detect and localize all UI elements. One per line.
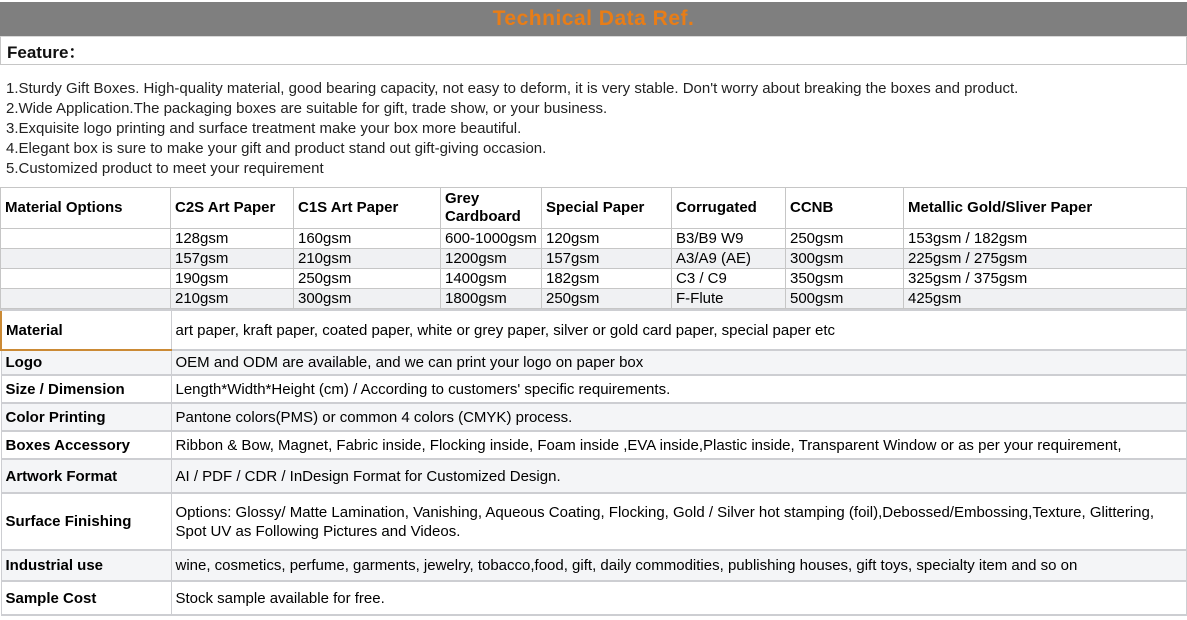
feature-item: 5.Customized product to meet your requirement (6, 160, 324, 177)
col-header: C1S Art Paper (294, 188, 441, 229)
cell: 128gsm (171, 229, 294, 249)
cell (1, 249, 171, 269)
table-row (1, 249, 1187, 269)
cell: 1200gsm (441, 249, 542, 269)
table-row (1, 229, 1187, 249)
title-bar (0, 2, 1187, 36)
feature-item: 3.Exquisite logo printing and surface treatment make your box more beautiful. (6, 120, 522, 137)
col-header: Material Options (1, 188, 171, 229)
col-header: CCNB (786, 188, 904, 229)
cell: 1800gsm (441, 289, 542, 309)
row-value: art paper, kraft paper, coated paper, white or grey paper, silver or gold card paper, special paper etc (171, 310, 1187, 350)
table-row (1, 431, 1187, 459)
cell: 157gsm (171, 249, 294, 269)
cell: 157gsm (542, 249, 672, 269)
cell: 350gsm (786, 269, 904, 289)
cell: 300gsm (786, 249, 904, 269)
row-value: wine, cosmetics, perfume, garments, jewelry, tobacco,food, gift, daily commodities, publishing houses, gift toys, specialty item and so on (171, 550, 1187, 581)
row-value: Pantone colors(PMS) or common 4 colors (CMYK) process. (171, 403, 1187, 431)
row-label: Artwork Format (1, 459, 171, 493)
material-options-table (0, 187, 1187, 309)
table-row (1, 550, 1187, 581)
row-label: Logo (1, 350, 171, 375)
cell: 300gsm (294, 289, 441, 309)
cell: 182gsm (542, 269, 672, 289)
feature-item: 4.Elegant box is sure to make your gift and product stand out gift-giving occasion. (6, 140, 547, 157)
cell: 250gsm (542, 289, 672, 309)
feature-item: 2.Wide Application.The packaging boxes are suitable for gift, trade show, or your business. (6, 100, 608, 117)
table-row (1, 269, 1187, 289)
row-value: Stock sample available for free. (171, 581, 1187, 615)
cell (1, 229, 171, 249)
cell: 153gsm / 182gsm (904, 229, 1187, 249)
row-value: AI / PDF / CDR / InDesign Format for Customized Design. (171, 459, 1187, 493)
col-header: Grey Cardboard (441, 188, 542, 229)
row-value: Ribbon & Bow, Magnet, Fabric inside, Flocking inside, Foam inside ,EVA inside,Plastic inside, Transparent Window or as per your requirement, (171, 431, 1187, 459)
col-header: Metallic Gold/Sliver Paper (904, 188, 1187, 229)
table-row (1, 403, 1187, 431)
table-row (1, 289, 1187, 309)
cell: 425gsm (904, 289, 1187, 309)
cell: 1400gsm (441, 269, 542, 289)
cell: F-Flute (672, 289, 786, 309)
row-value: OEM and ODM are available, and we can print your logo on paper box (171, 350, 1187, 375)
spec-header-row (1, 188, 1187, 229)
page-title: Technical Data Ref. (492, 7, 695, 30)
table-row (1, 310, 1187, 350)
row-label: Surface Finishing (1, 493, 171, 550)
cell (1, 269, 171, 289)
table-row (1, 493, 1187, 550)
col-header: Special Paper (542, 188, 672, 229)
feature-heading: Feature： (0, 36, 1187, 65)
table-row (1, 581, 1187, 615)
cell: B3/B9 W9 (672, 229, 786, 249)
feature-item: 1.Sturdy Gift Boxes. High-quality material, good bearing capacity, not easy to deform, it is very stable. Don't worry about breaking the boxes and product. (6, 80, 1019, 97)
cell: 250gsm (786, 229, 904, 249)
cell: 210gsm (294, 249, 441, 269)
technical-data-sheet (0, 2, 1187, 620)
table-row (1, 459, 1187, 493)
row-label: Industrial use (1, 550, 171, 581)
row-value: Options: Glossy/ Matte Lamination, Vanishing, Aqueous Coating, Flocking, Gold / Silver hot stamping (foil),Debossed/Embossing,Texture, Glittering, Spot UV as Following Pictures and Videos. (171, 493, 1187, 550)
cell: A3/A9 (AE) (672, 249, 786, 269)
cell: 500gsm (786, 289, 904, 309)
cell: C3 / C9 (672, 269, 786, 289)
table-row (1, 350, 1187, 375)
row-label: Sample Cost (1, 581, 171, 615)
row-label: Material (1, 310, 171, 350)
cell: 225gsm / 275gsm (904, 249, 1187, 269)
row-label: Color Printing (1, 403, 171, 431)
cell: 120gsm (542, 229, 672, 249)
cell: 190gsm (171, 269, 294, 289)
cell: 325gsm / 375gsm (904, 269, 1187, 289)
cell: 210gsm (171, 289, 294, 309)
col-header: Corrugated (672, 188, 786, 229)
row-value: Length*Width*Height (cm) / According to customers' specific requirements. (171, 375, 1187, 403)
row-label: Boxes Accessory (1, 431, 171, 459)
row-label: Size / Dimension (1, 375, 171, 403)
feature-list (0, 65, 1187, 187)
product-details-table (0, 309, 1187, 616)
cell: 160gsm (294, 229, 441, 249)
cell: 600-1000gsm (441, 229, 542, 249)
cell (1, 289, 171, 309)
col-header: C2S Art Paper (171, 188, 294, 229)
table-row (1, 375, 1187, 403)
cell: 250gsm (294, 269, 441, 289)
